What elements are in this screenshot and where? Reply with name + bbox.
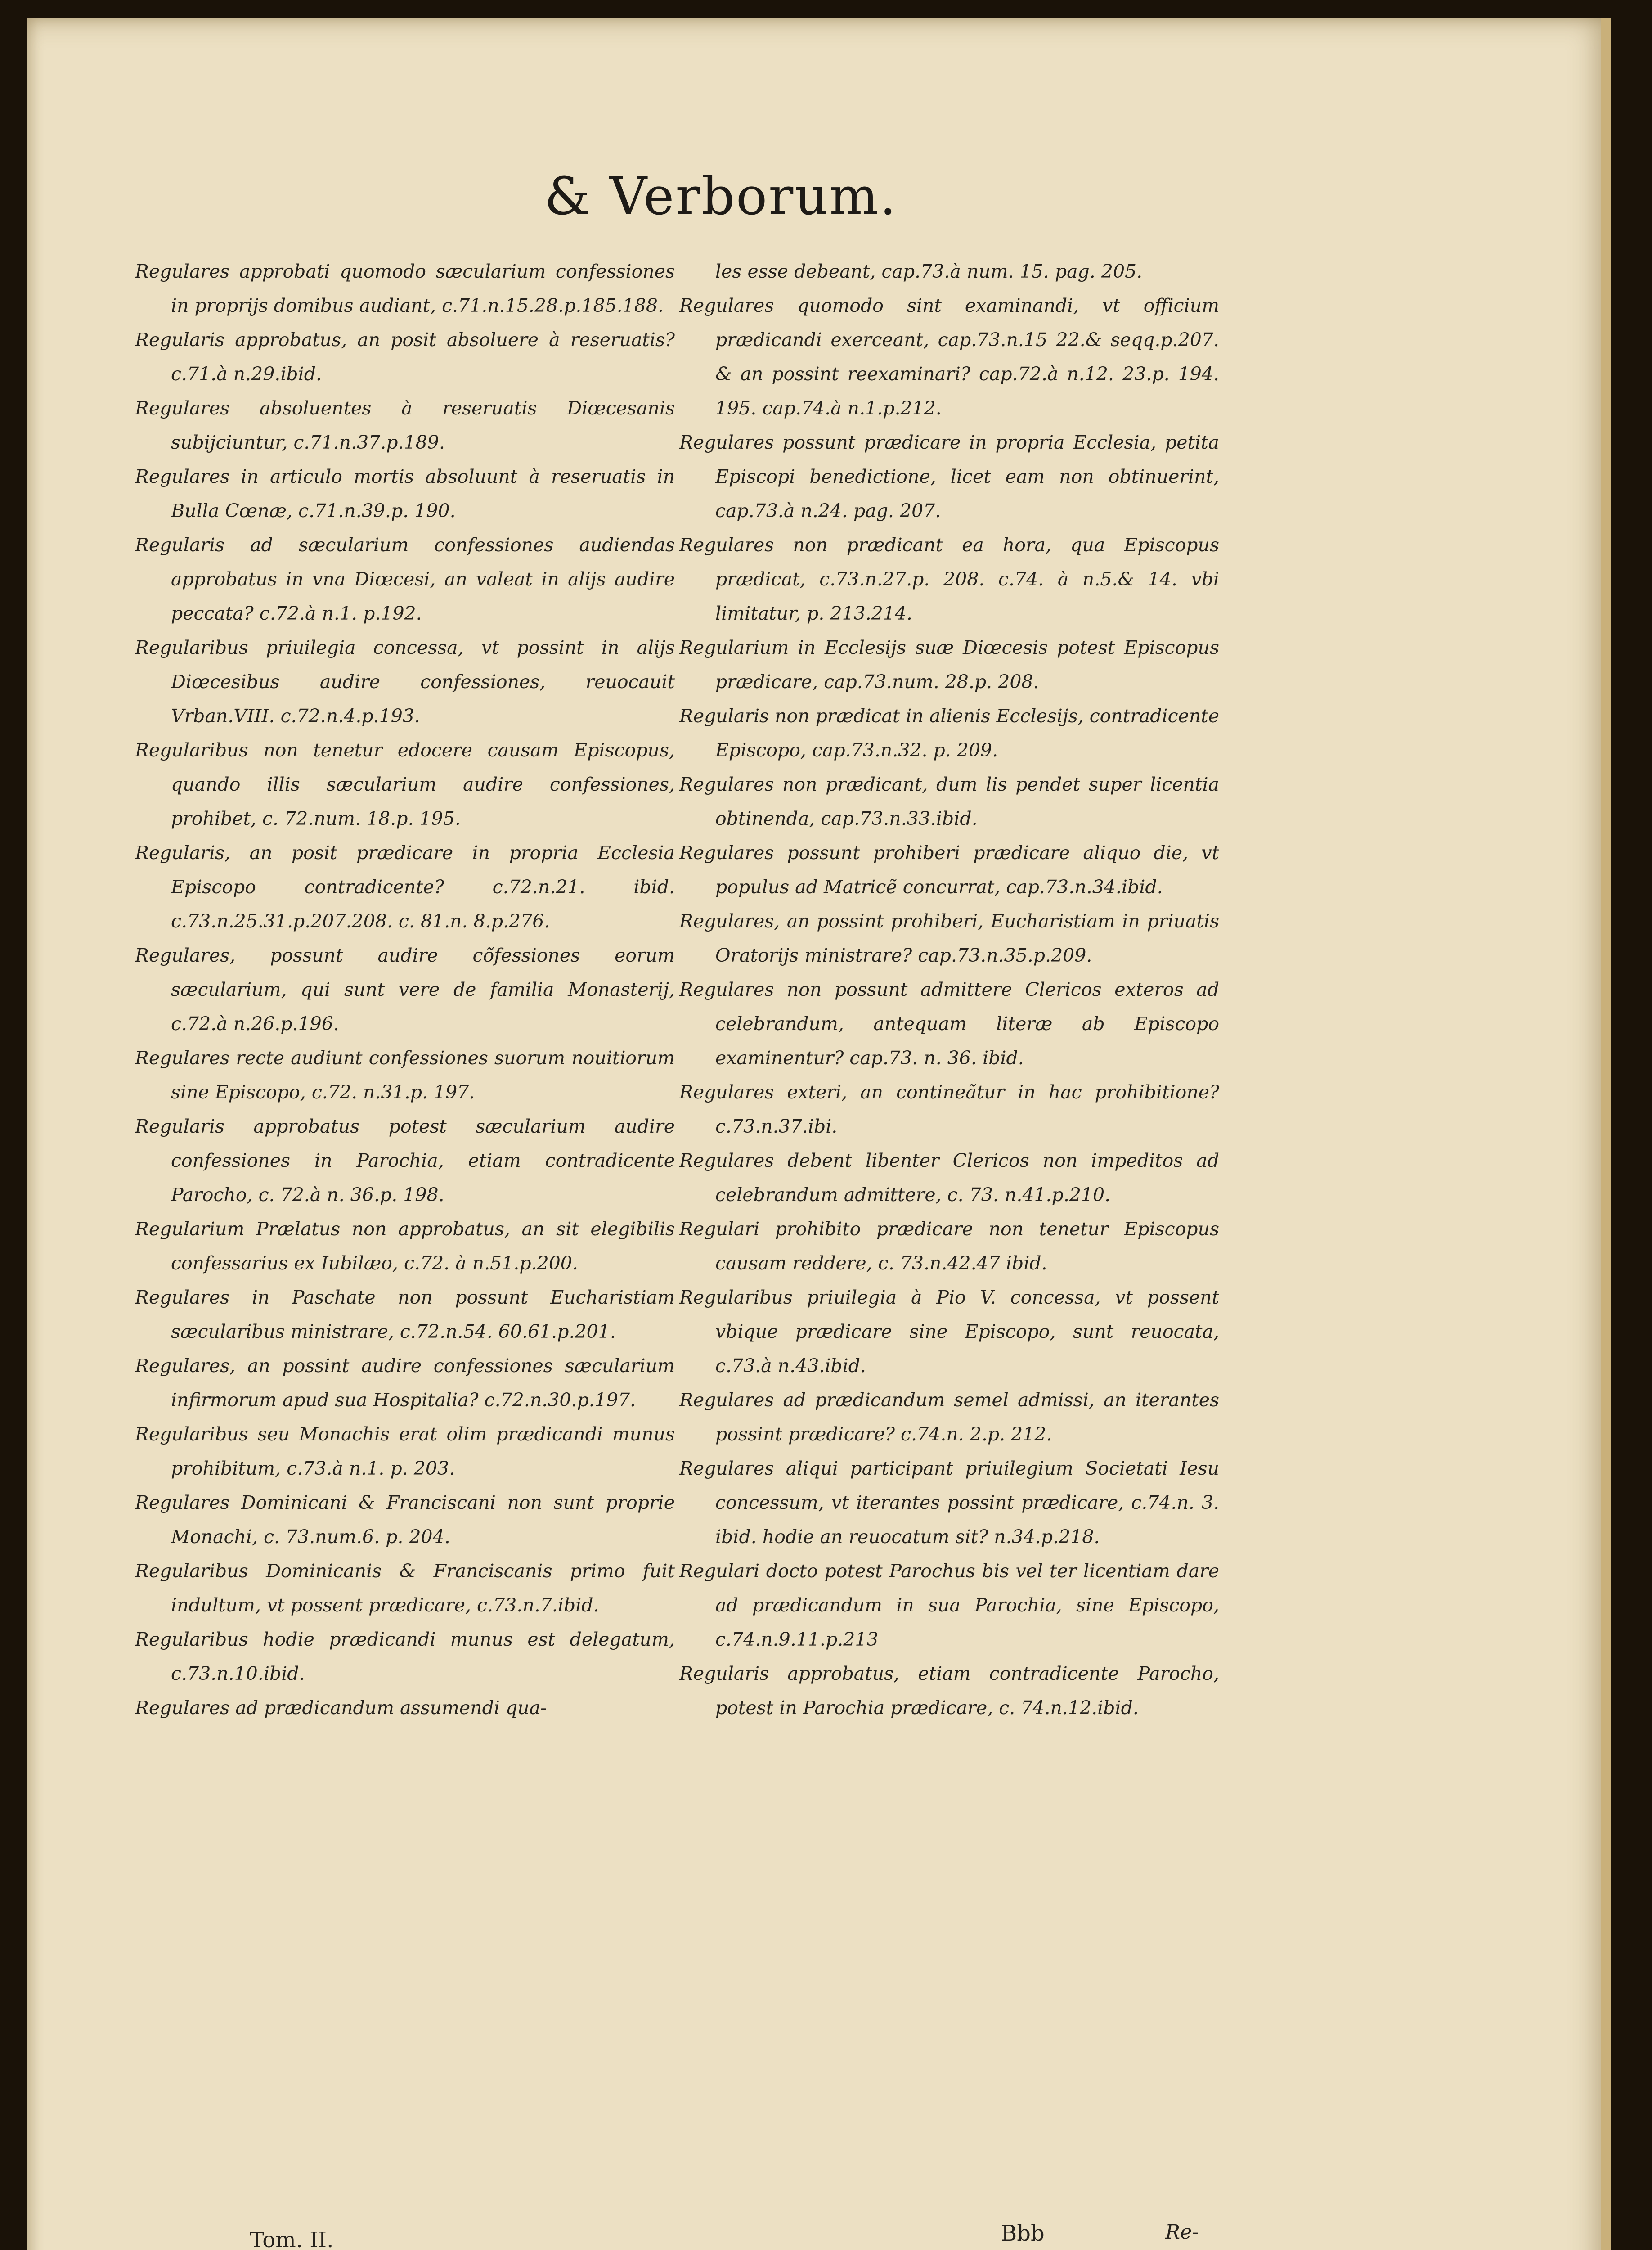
index-entry: Regularis approbatus, etiam contradicente Parocho, potest in Parochia prædicare, c. 74.n.12.ibid. [679,1663,1219,1719]
index-entry: Regulares possunt prædicare in propria Ecclesia, petita Episcopi benedictione, licet eam non obtinuerint, cap.73.à n.24. pag. 207. [679,432,1219,522]
index-column-left [135,254,675,1725]
index-entry: Regulares, possunt audire cõfessiones eorum sæcularium, qui sunt vere de familia Monasterij, c.72.à n.26.p.196. [135,945,675,1035]
page-heading: & Verborum. [544,166,898,227]
index-entry: Regularium in Ecclesijs suæ Diœcesis potest Episcopus prædicare, cap.73.num. 28.p. 208. [679,637,1219,693]
index-entry: Regulares quomodo sint examinandi, vt officium prædicandi exerceant, cap.73.n.15 22.& seqq.p.207. & an possint reexaminari? cap.72.à n.12. 23.p. 194. 195. cap.74.à n.1.p.212. [679,295,1219,419]
index-entry: Regulares non possunt admittere Clericos exteros ad celebrandum, antequam literæ ab Episcopo examinentur? cap.73. n. 36. ibid. [679,979,1219,1069]
index-entry: Regulari prohibito prædicare non tenetur Episcopus causam reddere, c. 73.n.42.47 ibid. [679,1218,1219,1274]
signature-mark: Bbb [1001,2221,1045,2246]
index-entry: Regulares ad prædicandum assumendi qua- [135,1697,547,1719]
index-entry: Regularis, an posit prædicare in propria Ecclesia Episcopo contradicente? c.72.n.21. ibid. c.73.n.25.31.p.207.208. c. 81.n. 8.p.276. [135,842,675,932]
book-page [27,18,1611,2250]
index-entry: Regularium Prælatus non approbatus, an sit elegibilis confessarius ex Iubilæo, c.72. à n.51.p.200. [135,1218,675,1274]
index-entry: Regulares in articulo mortis absoluunt à reseruatis in Bulla Cœnæ, c.71.n.39.p. 190. [135,466,675,522]
page-edge-shadow [1601,18,1611,2250]
index-entry: Regulares possunt prohiberi prædicare aliquo die, vt populus ad Matricẽ concurrat, cap.73.n.34.ibid. [679,842,1219,898]
index-entry: Regulares ad prædicandum semel admissi, an iterantes possint prædicare? c.74.n. 2.p. 212. [679,1389,1219,1445]
index-entry: les esse debeant, cap.73.à num. 15. pag. 205. [715,261,1143,282]
catchword: Re- [1165,2221,1199,2244]
index-entry: Regulares, an possint prohiberi, Eucharistiam in priuatis Oratorijs ministrare? cap.73.n.35.p.209. [679,910,1219,966]
index-entry: Regulares non prædicant ea hora, qua Episcopus prædicat, c.73.n.27.p. 208. c.74. à n.5.& 14. vbi limitatur, p. 213.214. [679,534,1219,624]
index-entry: Regulares recte audiunt confessiones suorum nouitiorum sine Episcopo, c.72. n.31.p. 197. [135,1047,675,1103]
index-entry: Regularibus priuilegia concessa, vt possint in alijs Diœcesibus audire confessiones, reuocauit Vrban.VIII. c.72.n.4.p.193. [135,637,675,727]
index-entry: Regularibus hodie prædicandi munus est delegatum, c.73.n.10.ibid. [135,1629,675,1684]
index-entry: Regulares absoluentes à reseruatis Diœcesanis subijciuntur, c.71.n.37.p.189. [135,397,675,453]
index-entry: Regularis approbatus potest sæcularium audire confessiones in Parochia, etiam contradicente Parocho, c. 72.à n. 36.p. 198. [135,1116,675,1206]
index-entry: Regulares, an possint audire confessiones sæcularium infirmorum apud sua Hospitalia? c.72.n.30.p.197. [135,1355,675,1411]
index-entry: Regulares aliqui participant priuilegium Societati Iesu concessum, vt iterantes possint prædicare, c.74.n. 3. ibid. hodie an reuocatum sit? n.34.p.218. [679,1458,1219,1548]
index-entry: Regulares approbati quomodo sæcularium confessiones in proprijs domibus audiant, c.71.n.15.28.p.185.188. [135,261,675,316]
index-column-right [679,254,1219,1725]
index-entry: Regulares debent libenter Clericos non impeditos ad celebrandum admittere, c. 73. n.41.p.210. [679,1150,1219,1206]
index-entry: Regulares Dominicani & Franciscani non sunt proprie Monachi, c. 73.num.6. p. 204. [135,1492,675,1548]
index-entry: Regulares non prædicant, dum lis pendet super licentia obtinenda, cap.73.n.33.ibid. [679,774,1219,829]
index-entry: Regulares exteri, an contineãtur in hac prohibitione? c.73.n.37.ibi. [679,1081,1219,1137]
index-entry: Regulari docto potest Parochus bis vel ter licentiam dare ad prædicandum in sua Parochia, sine Episcopo, c.74.n.9.11.p.213 [679,1560,1219,1650]
index-entry: Regularibus seu Monachis erat olim prædicandi munus prohibitum, c.73.à n.1. p. 203. [135,1423,675,1479]
index-entry: Regulares in Paschate non possunt Eucharistiam sæcularibus ministrare, c.72.n.54. 60.61.p.201. [135,1287,675,1342]
volume-number: Tom. II. [250,2228,334,2250]
index-entry: Regularibus priuilegia à Pio V. concessa, vt possent vbique prædicare sine Episcopo, sunt reuocata, c.73.à n.43.ibid. [679,1287,1219,1377]
index-entry: Regularibus non tenetur edocere causam Episcopus, quando illis sæcularium audire confessiones, prohibet, c. 72.num. 18.p. 195. [135,739,675,829]
index-entry: Regularis ad sæcularium confessiones audiendas approbatus in vna Diœcesi, an valeat in alijs audire peccata? c.72.à n.1. p.192. [135,534,675,624]
index-entry: Regularibus Dominicanis & Franciscanis primo fuit indultum, vt possent prædicare, c.73.n.7.ibid. [135,1560,675,1616]
index-entry: Regularis non prædicat in alienis Ecclesijs, contradicente Episcopo, cap.73.n.32. p. 209. [679,705,1219,761]
index-entry: Regularis approbatus, an posit absoluere à reseruatis? c.71.à n.29.ibid. [135,329,675,385]
